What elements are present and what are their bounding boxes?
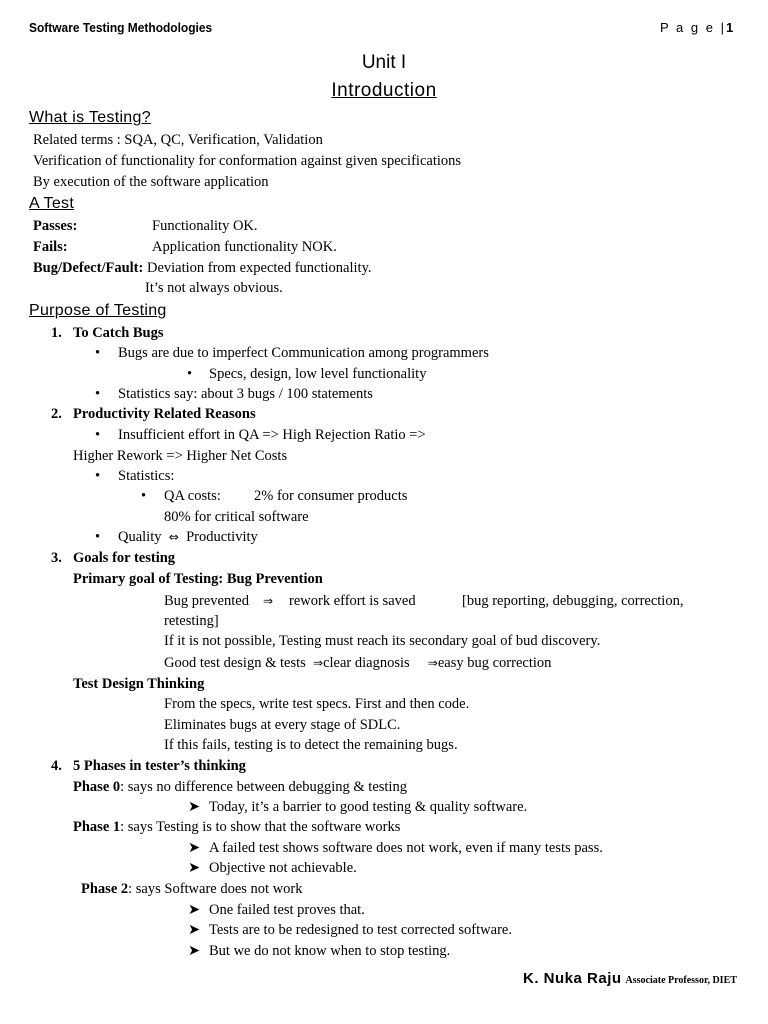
text-line: If this fails, testing is to detect the remaining bugs. (164, 737, 458, 753)
bullet-icon: • (141, 488, 147, 504)
bullet-text: But we do not know when to stop testing. (209, 943, 451, 959)
item-number: 4. (51, 758, 62, 774)
page-title: Introduction (331, 80, 437, 101)
clear-diagnosis-text: clear diagnosis (323, 655, 410, 671)
arrowhead-bullet-icon: ➤ (188, 799, 201, 815)
bug-text-2: It’s not always obvious. (145, 280, 283, 296)
text-line: From the specs, write test specs. First and then code. (164, 696, 470, 712)
text-line: If it is not possible, Testing must reach its secondary goal of bud discovery. (164, 633, 601, 649)
subheading-primary-goal: Primary goal of Testing: Bug Prevention (73, 571, 323, 587)
fails-text: Application functionality NOK. (152, 239, 337, 255)
qa-costs-value-1: 2% for consumer products (254, 488, 408, 504)
text-line (164, 656, 551, 671)
bullet-text: One failed test proves that. (209, 902, 365, 918)
bullet-icon: • (95, 386, 101, 402)
section-heading-purpose: Purpose of Testing (29, 302, 167, 319)
bullet-icon: • (95, 529, 101, 545)
page-number: 1 (725, 20, 736, 35)
double-arrow-icon: ⇔ (168, 530, 179, 544)
section-heading-a-test: A Test (29, 195, 75, 212)
bullet-text (118, 530, 258, 545)
bullet-icon: • (95, 427, 101, 443)
item-number: 2. (51, 406, 62, 422)
quality-text: Quality (118, 529, 162, 545)
item-title-phases: 5 Phases in tester’s thinking (73, 758, 246, 774)
bullet-icon: • (95, 345, 101, 361)
unit-title: Unit I (361, 52, 407, 73)
phase-2-label: Phase 2 (81, 881, 129, 897)
phase-1-label: Phase 1 (73, 819, 121, 835)
footer (523, 970, 737, 988)
bullet-text: Statistics: (118, 468, 175, 484)
arrowhead-bullet-icon: ➤ (188, 922, 201, 938)
bullet-icon: • (187, 366, 193, 382)
page-label-text: P a g e | (660, 20, 726, 35)
section-heading-what-is-testing: What is Testing? (29, 109, 151, 126)
bullet-text: Today, it’s a barrier to good testing & quality software. (209, 799, 528, 815)
text-line: Verification of functionality for conformation against given specifications (33, 153, 462, 169)
bullet-text-continued: Higher Rework => Higher Net Costs (73, 448, 288, 464)
arrowhead-bullet-icon: ➤ (188, 943, 201, 959)
bug-text: Deviation from expected functionality. (146, 260, 372, 276)
easy-correction-text: easy bug correction (437, 655, 552, 671)
phase-0-text: : says no difference between debugging & testing (120, 779, 407, 795)
bullet-text: Statistics say: about 3 bugs / 100 statements (118, 386, 373, 402)
fails-label: Fails: (33, 239, 68, 255)
phase-1-text: : says Testing is to show that the software works (120, 819, 401, 835)
header-title: Software Testing Methodologies (29, 20, 213, 35)
bug-line (33, 261, 372, 276)
bullet-text: Objective not achievable. (209, 860, 357, 876)
passes-text: Functionality OK. (152, 218, 258, 234)
bracket-text-cont: retesting] (164, 613, 219, 629)
subheading-test-design: Test Design Thinking (73, 676, 205, 692)
item-title-productivity: Productivity Related Reasons (73, 406, 256, 422)
qa-costs-label: QA costs: (164, 488, 221, 504)
good-test-text: Good test design & tests (164, 655, 306, 671)
bracket-text: [bug reporting, debugging, correction, (462, 593, 684, 609)
item-number: 1. (51, 325, 62, 341)
right-arrow-icon: ⇒ (263, 594, 274, 608)
qa-costs-value-2: 80% for critical software (164, 509, 309, 525)
text-line: Eliminates bugs at every stage of SDLC. (164, 717, 401, 733)
rework-text: rework effort is saved (289, 593, 416, 609)
phase-2-text: : says Software does not work (128, 881, 303, 897)
arrowhead-bullet-icon: ➤ (188, 902, 201, 918)
bug-label: Bug/Defect/Fault: (33, 260, 144, 276)
item-number: 3. (51, 550, 62, 566)
arrowhead-bullet-icon: ➤ (188, 840, 201, 856)
author-name: K. Nuka Raju (523, 970, 622, 987)
phase-2-line (81, 882, 303, 897)
page-label (660, 20, 735, 35)
phase-1-line (73, 820, 400, 835)
text-line: Related terms : SQA, QC, Verification, Validation (33, 132, 323, 148)
bullet-text: A failed test shows software does not work, even if many tests pass. (209, 840, 603, 856)
bullet-text: Specs, design, low level functionality (209, 366, 427, 382)
passes-label: Passes: (33, 218, 78, 234)
arrowhead-bullet-icon: ➤ (188, 860, 201, 876)
author-role: Associate Professor, DIET (625, 975, 737, 986)
bullet-text: Tests are to be redesigned to test corrected software. (209, 922, 512, 938)
item-title-catch-bugs: To Catch Bugs (73, 325, 164, 341)
text-line: By execution of the software application (33, 174, 269, 190)
right-arrow-icon: ⇒ (427, 656, 438, 670)
bug-prevented-text: Bug prevented (164, 593, 249, 609)
phase-0-line (73, 780, 407, 795)
bullet-icon: • (95, 468, 101, 484)
phase-0-label: Phase 0 (73, 779, 121, 795)
right-arrow-icon: ⇒ (313, 656, 324, 670)
bullet-text: Bugs are due to imperfect Communication among programmers (118, 345, 489, 361)
item-title-goals: Goals for testing (73, 550, 176, 566)
bullet-text: Insufficient effort in QA => High Rejection Ratio => (118, 427, 426, 443)
productivity-text: Productivity (186, 529, 258, 545)
